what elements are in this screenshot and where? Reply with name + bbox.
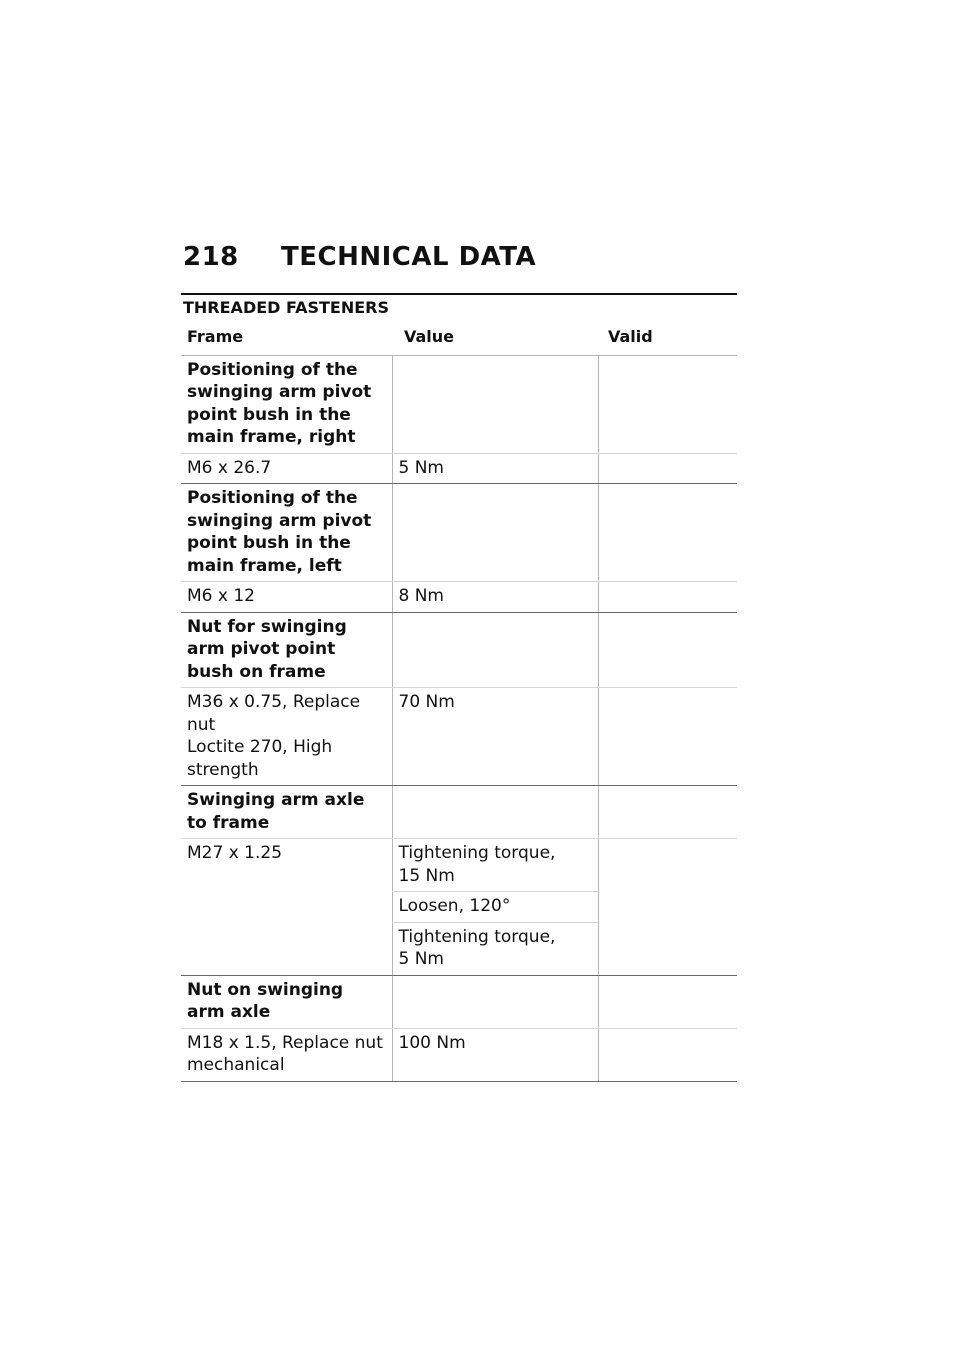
spec-line: M36 x 0.75, Replace nut	[187, 692, 361, 735]
section-title: THREADED FASTENERS	[183, 298, 390, 317]
table-row	[181, 355, 737, 453]
table-row	[181, 975, 737, 1028]
torque-step: Tightening torque, 5 Nm	[392, 922, 598, 975]
fastener-name: Nut on swinging arm axle	[181, 975, 392, 1028]
spec-line: M18 x 1.5, Replace nut	[187, 1032, 383, 1053]
column-header-value: Value	[392, 322, 598, 355]
column-header-valid: Valid	[598, 322, 737, 355]
spec-line: Loctite 270, High strength	[187, 737, 333, 780]
table-row	[181, 484, 737, 582]
table-row	[181, 839, 737, 892]
torque-step: Loosen, 120°	[392, 892, 598, 923]
table-row	[181, 688, 737, 786]
torque-value: 100 Nm	[392, 1028, 598, 1081]
table-row	[181, 786, 737, 839]
table-row	[181, 453, 737, 484]
page-title: TECHNICAL DATA	[281, 242, 537, 272]
fastener-name: Swinging arm axle to frame	[181, 786, 392, 839]
column-header-frame: Frame	[181, 322, 392, 355]
fasteners-table	[181, 322, 737, 1082]
torque-step: Tightening torque, 15 Nm	[392, 839, 598, 892]
fastener-name: Positioning of the swinging arm pivot point bush in the main frame, right	[181, 355, 392, 453]
fastener-name: Positioning of the swinging arm pivot point bush in the main frame, left	[181, 484, 392, 582]
fastener-name: Nut for swinging arm pivot point bush on frame	[181, 612, 392, 688]
spec-line: mechanical	[187, 1055, 285, 1075]
table-row	[181, 612, 737, 688]
torque-value: 8 Nm	[392, 582, 598, 613]
fastener-spec: M27 x 1.25	[181, 839, 392, 976]
fastener-spec: M6 x 26.7	[181, 453, 392, 484]
page-number: 218	[183, 242, 239, 272]
fastener-spec	[181, 688, 392, 786]
fastener-spec	[181, 1028, 392, 1081]
page-header	[183, 242, 536, 272]
header-rule	[181, 293, 737, 295]
fastener-spec: M6 x 12	[181, 582, 392, 613]
table-row	[181, 1028, 737, 1081]
torque-value: 70 Nm	[392, 688, 598, 786]
table-header-row	[181, 322, 737, 355]
table-row	[181, 582, 737, 613]
torque-value: 5 Nm	[392, 453, 598, 484]
